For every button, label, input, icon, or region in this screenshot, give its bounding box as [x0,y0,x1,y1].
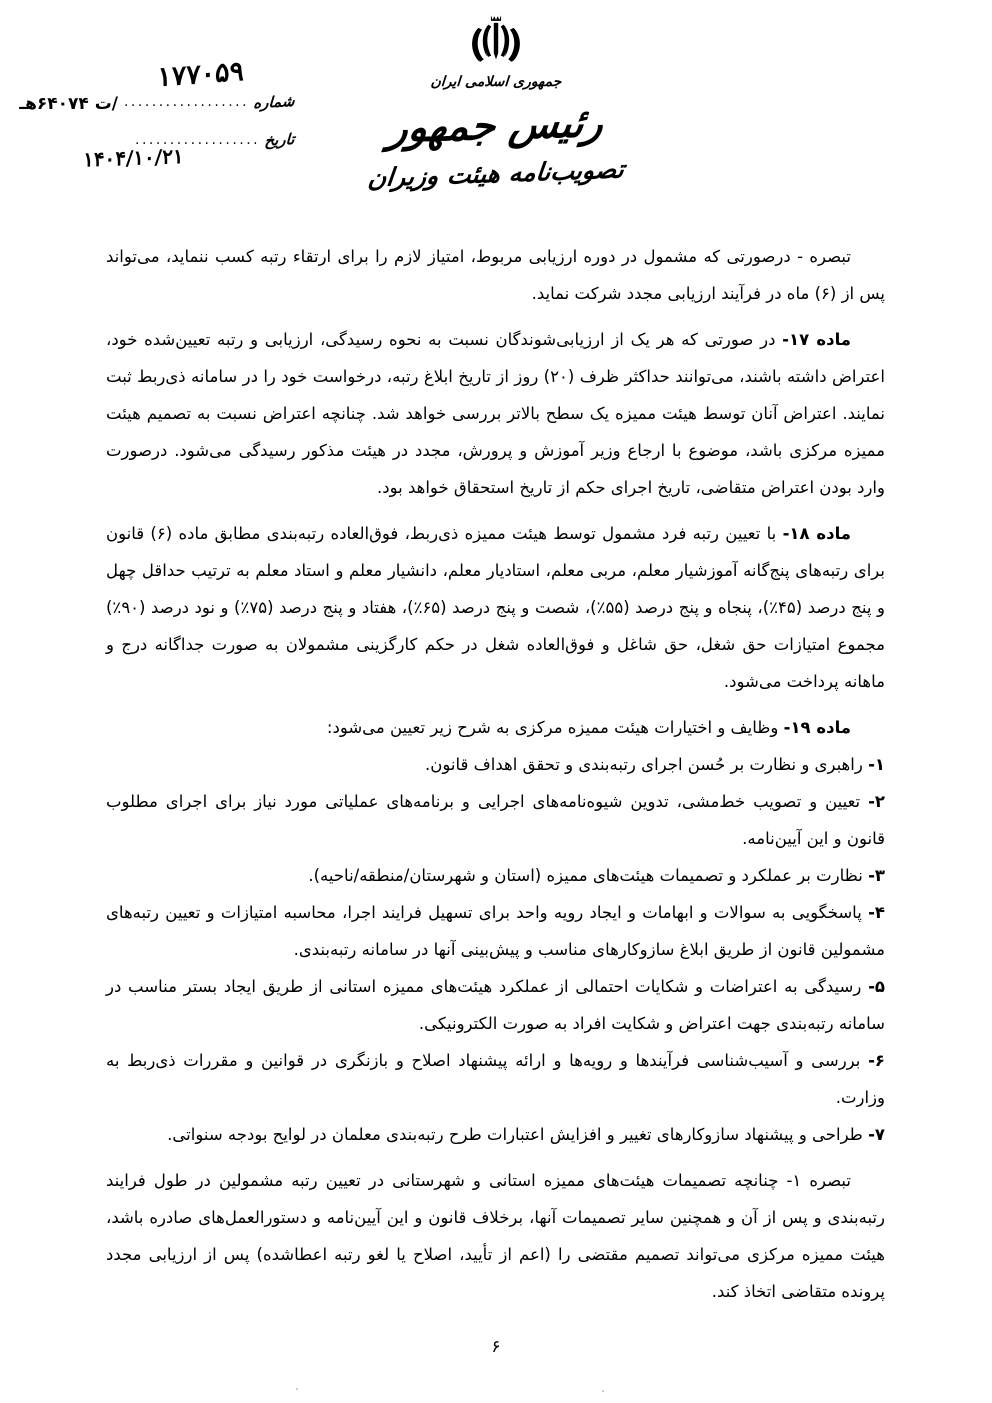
article-17-label: ماده ۱۷- [782,330,851,349]
item-5-label: ۵- [868,977,885,996]
list-item-6: ۶- بررسی و آسیب‌شناسی فرآیندها و رویه‌ها و ارائه پیشنهاد اصلاح و بازنگری در قوانین و مقررات ذی‌ربط به وزارت. [106,1051,885,1107]
list-item-1: ۱- راهبری و نظارت بر حُسن اجرای رتبه‌بندی و تحقق اهداف قانون. [425,755,885,774]
list-item-4: ۴- پاسخگویی به سوالات و ابهامات و ایجاد رویه واحد برای تسهیل فرایند اجرا، محاسبه امتیازات و تعیین رتبه‌های مشمولین قانون از طریق ابلاغ سازوکارهای مناسب و پیش‌بینی آنها در سامانه رتبه‌بندی. [106,903,885,959]
item-1-label: ۱- [868,755,885,774]
stamp-date-dots: .................. [135,132,261,148]
tabsare-16-label: تبصره - [797,247,852,266]
tabsare-1-label: تبصره ۱- [786,1171,851,1190]
registration-number-suffix: /ت ۶۴۰۷۴هـ [19,94,118,114]
iran-national-emblem-icon [464,14,528,72]
list-item-3: ۳- نظارت بر عملکرد و تصمیمات هیئت‌های ممیزه (استان و شهرستان/منطقه/ناحیه). [308,866,885,885]
stamp-number-dots: .................. [123,94,250,110]
scan-artifact [602,1390,604,1392]
document-kind-title: تصویب‌نامه هیئت وزیران [366,154,626,193]
list-item-2: ۲- تعیین و تصویب خط‌مشی، تدوین شیوه‌نامه‌های اجرایی و برنامه‌های عملیاتی مورد نیاز برای اجرای مطلوب قانون و این آیین‌نامه. [106,792,885,848]
paragraph-tabsare-1: تبصره ۱- چنانچه تصمیمات هیئت‌های ممیزه استانی و شهرستانی در تعیین رتبه مشمولین در طول فرایند رتبه‌بندی و پس از آن و همچنین سایر تصمیمات آنها، برخلاف قانون و این آیین‌نامه و دستورالعمل‌های صادره باشد، هیئت ممیزه مرکزی می‌تواند تصمیم مقتضی را (اعم از تأیید، اصلاح یا لغو رتبه اعطاشده) پس از ارزیابی مجدد پرونده متقاضی اتخاذ کند. [106,1171,885,1301]
item-4-label: ۴- [868,903,885,922]
paragraph-tabsare-16: تبصره - درصورتی که مشمول در دوره ارزیابی مربوط، امتیاز لازم را برای ارتقاء رتبه کسب ننماید، می‌تواند پس از (۶) ماه در فرآیند ارزیابی مجدد شرکت نماید. [106,247,885,303]
article-19-label: ماده ۱۹- [783,718,851,737]
article-18-label: ماده ۱۸- [782,524,851,543]
masthead [0,14,992,193]
country-name: جمهوری اسلامی ایران [430,74,562,90]
registration-number-value: ۱۷۷۰۵۹ [156,55,245,94]
item-6-label: ۶- [868,1051,885,1070]
paragraph-article-19: ماده ۱۹- وظایف و اختیارات هیئت ممیزه مرکزی به شرح زیر تعیین می‌شود: [326,718,851,737]
paragraph-article-18: ماده ۱۸- با تعیین رتبه فرد مشمول توسط هیئت ممیزه ذی‌ربط، فوق‌العاده رتبه‌بندی مطابق ماده (۶) قانون برای رتبه‌های پنج‌گانه آموزشیار معلم، مربی معلم، استادیار معلم، دانشیار معلم و استاد معلم به ترتیب حداقل چهل و پنج درصد (۴۵٪)، پنجاه و پنج درصد (۵۵٪)، شصت و پنج درصد (۶۵٪)، هفتاد و پنج درصد (۷۵٪) و نود درصد (۹۰٪) مجموع امتیازات حق شغل، حق شاغل و فوق‌العاده شغل در حکم کارگزینی مشمولان به صورت جداگانه درج و ماهانه پرداخت می‌شود. [106,524,885,691]
president-title: رئیس جمهور [386,99,606,152]
list-item-7: ۷- طراحی و پیشنهاد سازوکارهای تغییر و افزایش اعتبارات طرح رتبه‌بندی معلمان در لوایح بودجه سنواتی. [167,1125,885,1144]
stamp-number-label: شماره [253,92,296,113]
item-3-label: ۳- [868,866,885,885]
letterhead [0,0,992,222]
page-number: ۶ [491,1337,501,1357]
paragraph-article-17: ماده ۱۷- در صورتی که هر یک از ارزیابی‌شوندگان نسبت به نحوه رسیدگی، ارزیابی و رتبه تعیین‌شده خود، اعتراض داشته باشند، می‌توانند حداکثر ظرف (۲۰) روز از تاریخ ابلاغ رتبه، درخواست خود را در سامانه ذی‌ربط ثبت نمایند. اعتراض آنان توسط هیئت ممیزه یک سطح بالاتر بررسی خواهد شد. چنانچه اعتراض نسبت به تصمیم هیئت ممیزه مرکزی باشد، موضوع با ارجاع وزیر آموزش و پرورش، مجدد در هیئت مذکور رسیدگی می‌شود. درصورت وارد بودن اعتراض متقاضی، تاریخ اجرای حکم از تاریخ استحقاق خواهد بود. [106,330,885,497]
scan-artifact [296,1388,298,1390]
document-body [106,238,885,1310]
item-2-label: ۲- [868,792,885,811]
stamp-date-label: تاریخ [264,130,296,150]
registration-date-value: ۱۴۰۴/۱۰/۲۱ [83,143,185,172]
item-7-label: ۷- [868,1125,885,1144]
list-item-5: ۵- رسیدگی به اعتراضات و شکایات احتمالی از عملکرد هیئت‌های ممیزه استانی از طریق ایجاد بستر مناسب در سامانه رتبه‌بندی جهت اعتراض و شکایت افراد به صورت الکترونیکی. [106,977,885,1033]
